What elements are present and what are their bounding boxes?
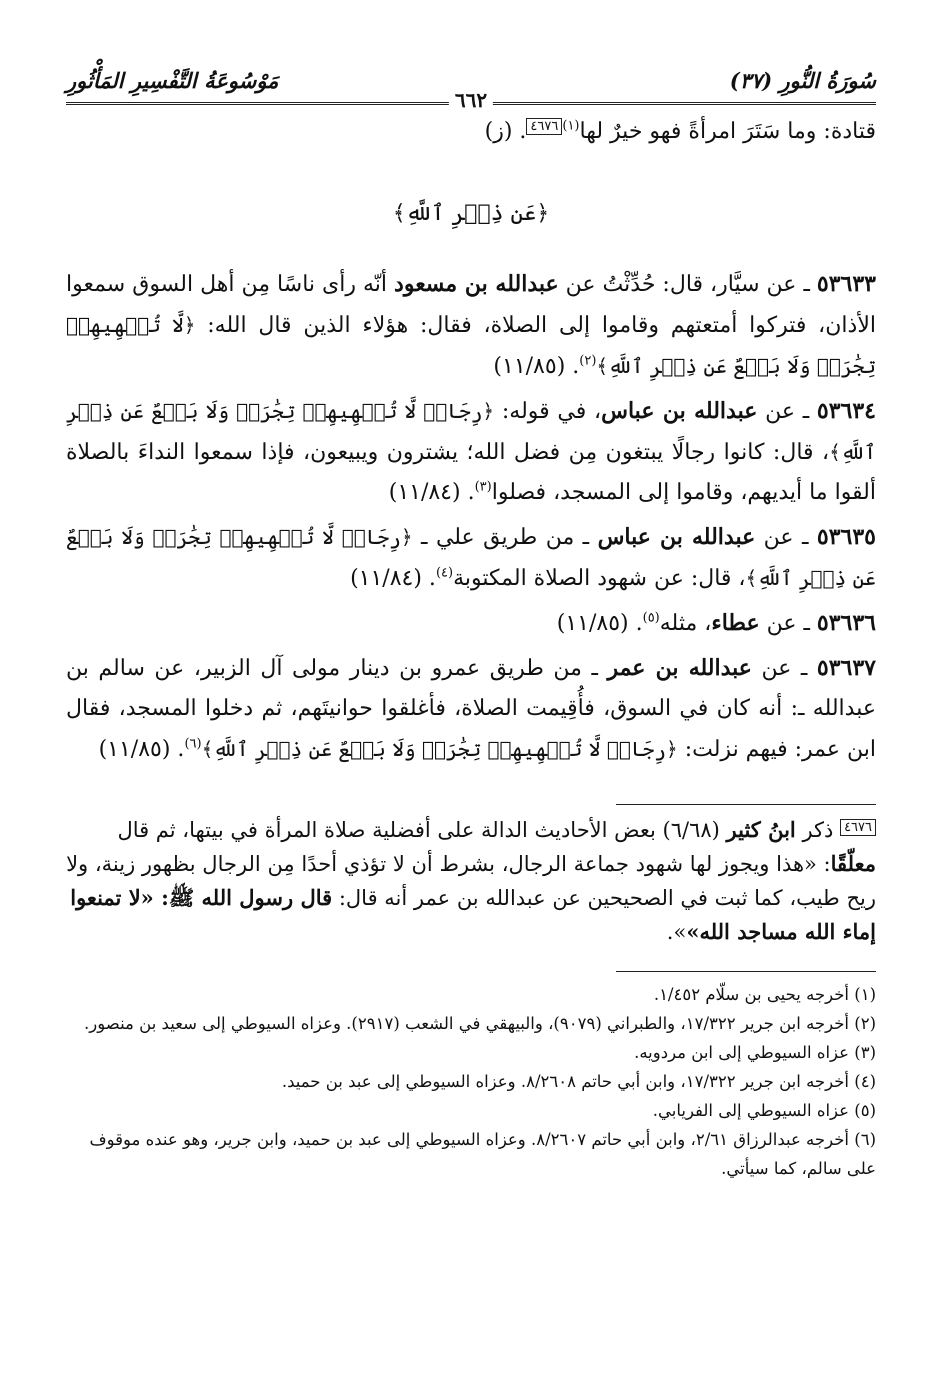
entry-53637: [66, 648, 876, 770]
entry-text: أنّه رأى ناسًا مِن أهل السوق سمعوا الأذان، فتركوا أمتعتهم وقاموا إلى الصلاة، فقال: هؤلاء الذين قال الله:: [66, 272, 876, 338]
quran-quote: ﴿رِجَالٞ لَّا تُلۡهِيهِمۡ تِجَٰرَةٞ وَلَا بَيۡعٌ عَن ذِكۡرِ ٱللَّهِ﴾: [201, 737, 678, 761]
hadith-quote: قال رسول الله ﷺ: «لا تمنعوا إماء الله مساجد الله»: [70, 885, 876, 944]
entry-text: ـ عن: [755, 525, 817, 550]
narrator-name: عبدالله بن عباس: [601, 398, 758, 424]
narrator-name: عبدالله بن عباس: [597, 524, 756, 550]
footnote-4: (٤) أخرجه ابن جرير ١٧/٣٢٢، وابن أبي حاتم ٨/٢٦٠٨. وعزاه السيوطي إلى عبد بن حميد.: [281, 1072, 876, 1091]
entry-53636: [66, 603, 876, 644]
entry-text: ـ عن: [751, 656, 817, 681]
entry-text: ـ من طريق عمرو بن دينار مولى آل الزبير، عن سالم بن عبدالله ـ: أنه كان في السوق، فأُقِيمت الصلاة، فأغلقوا حوانيتَهم، ثم دخلوا المسجد، فقال ابن عمر: فيهم نزلت:: [66, 656, 876, 762]
footnotes: [66, 980, 876, 1183]
entry-number: ٥٣٦٣٣: [816, 271, 876, 297]
entry-text: ـ عن: [759, 611, 817, 636]
footnote-3: (٣) عزاه السيوطي إلى ابن مردويه.: [634, 1043, 876, 1062]
entry-text: ، قال: عن شهود الصلاة المكتوبة: [453, 566, 746, 591]
entry-end: . (١١/٨٤): [388, 480, 475, 505]
main-text: [66, 112, 876, 770]
entry-end: . (١١/٨٥): [556, 611, 643, 636]
narrator-name: عبدالله بن عمر: [607, 655, 752, 681]
note-text: (٦/٦٨) بعض الأحاديث الدالة على أفضلية صلاة المرأة في بيتها، ثم قال: [117, 818, 727, 842]
entry-53633: [66, 264, 876, 387]
note-reference-box: ٤٦٧٦: [526, 118, 562, 135]
footnote-6: (٦) أخرجه عبدالرزاق ٢/٦١، وابن أبي حاتم ٨/٢٦٠٧. وعزاه السيوطي إلى عبد بن حميد، وابن جرير، وهو عنده موقوف على سالم، كما سيأتي.: [89, 1130, 876, 1178]
entry-53634: [66, 391, 876, 513]
page-number: ٦٦٢: [449, 88, 493, 112]
notes-separator: [616, 804, 876, 805]
note-emphasis: معلّقًا: [830, 851, 876, 876]
footnote-marker: (١): [562, 118, 580, 134]
note-text: : «هذا ويجوز لها شهود جماعة الرجال، بشرط أن لا تؤذي أحدًا مِن الرجال بظهور زينة، ولا ريح طيب، كما ثبت في الصحيحين عن عبدالله بن عمر أنه قال:: [66, 852, 876, 910]
quran-quote: ﴿لَّا تُلۡهِيهِمۡ تِجَٰرَةٞ وَلَا بَيۡعٌ عَن ذِكۡرِ ٱللَّهِ﴾: [66, 313, 876, 378]
note-reference-box: ٤٦٧٦: [840, 819, 876, 836]
entry-number: ٥٣٦٣٧: [816, 655, 876, 681]
book-title: مَوْسُوعَةُ التَّفْسِيرِ المَأْثُورِ: [66, 68, 279, 93]
entry-text: ، مثله: [659, 611, 712, 636]
entry-number: ٥٣٦٣٥: [816, 524, 876, 550]
footnote-marker: (٥): [642, 610, 660, 626]
footnotes-separator: [616, 971, 876, 972]
entry-end: . (١١/٨٥): [493, 354, 580, 379]
entry-text: ـ عن: [757, 399, 817, 424]
intro-end: . (ز): [484, 119, 527, 144]
entry-text: ـ من طريق علي ـ: [412, 525, 598, 550]
page: [66, 62, 876, 1352]
intro-paragraph: [66, 112, 876, 152]
footnote-marker: (٢): [579, 353, 597, 369]
footnote-2: (٢) أخرجه ابن جرير ١٧/٣٢٢، والطبراني (٩٠٧٩)، والبيهقي في الشعب (٢٩١٧). وعزاه السيوطي إلى سعيد بن منصور.: [84, 1014, 876, 1033]
entry-text: ، قال: كانوا رجالًا يبتغون مِن فضل الله؛ يشترون ويبيعون، فإذا سمعوا النداءَ بالصلاة ألقوا ما أيديهم، وقاموا إلى المسجد، فصلوا: [66, 440, 876, 505]
entry-number: ٥٣٦٣٦: [816, 610, 876, 636]
page-header: [66, 62, 876, 112]
entry-text: ، في قوله:: [494, 399, 602, 424]
intro-text: قتادة: وما سَتَرَ امرأةً فهو خيرٌ لها: [579, 119, 876, 144]
entry-number: ٥٣٦٣٤: [816, 398, 876, 424]
scholar-note: [66, 813, 876, 949]
narrator-name: عبدالله بن مسعود: [394, 271, 559, 297]
entry-end: . (١١/٨٥): [98, 737, 185, 762]
footnote-marker: (٣): [474, 479, 492, 495]
note-text: ذكر: [795, 818, 841, 842]
surah-title: سُورَةُ النُّورِ (٣٧): [729, 68, 876, 93]
quran-quote: ﴿رِجَالٞ لَّا تُلۡهِيهِمۡ تِجَٰرَةٞ وَلَا بَيۡعٌ عَن ذِكۡرِ ٱللَّهِ﴾: [66, 525, 876, 590]
entry-end: . (١١/٨٤): [350, 566, 436, 591]
footnote-5: (٥) عزاه السيوطي إلى الفريابي.: [652, 1101, 876, 1120]
entry-text: ـ عن سيَّار، قال: حُدِّثْتُ عن: [558, 272, 817, 297]
quran-quote: ﴿رِجَالٞ لَّا تُلۡهِيهِمۡ تِجَٰرَةٞ وَلَا بَيۡعٌ عَن ذِكۡرِ ٱللَّهِ﴾: [66, 399, 876, 464]
footnote-marker: (٦): [184, 736, 202, 752]
narrator-name: عطاء: [711, 610, 760, 636]
entry-53635: [66, 517, 876, 599]
footnote-marker: (٤): [435, 565, 454, 581]
footnote-1: (١) أخرجه يحيى بن سلّام ١/٤٥٢.: [653, 985, 876, 1004]
scholar-name: ابنُ كثير: [726, 817, 796, 842]
section-heading: ﴿عَن ذِكۡرِ ٱللَّهِ﴾: [392, 201, 550, 226]
note-end: ».: [666, 920, 687, 944]
